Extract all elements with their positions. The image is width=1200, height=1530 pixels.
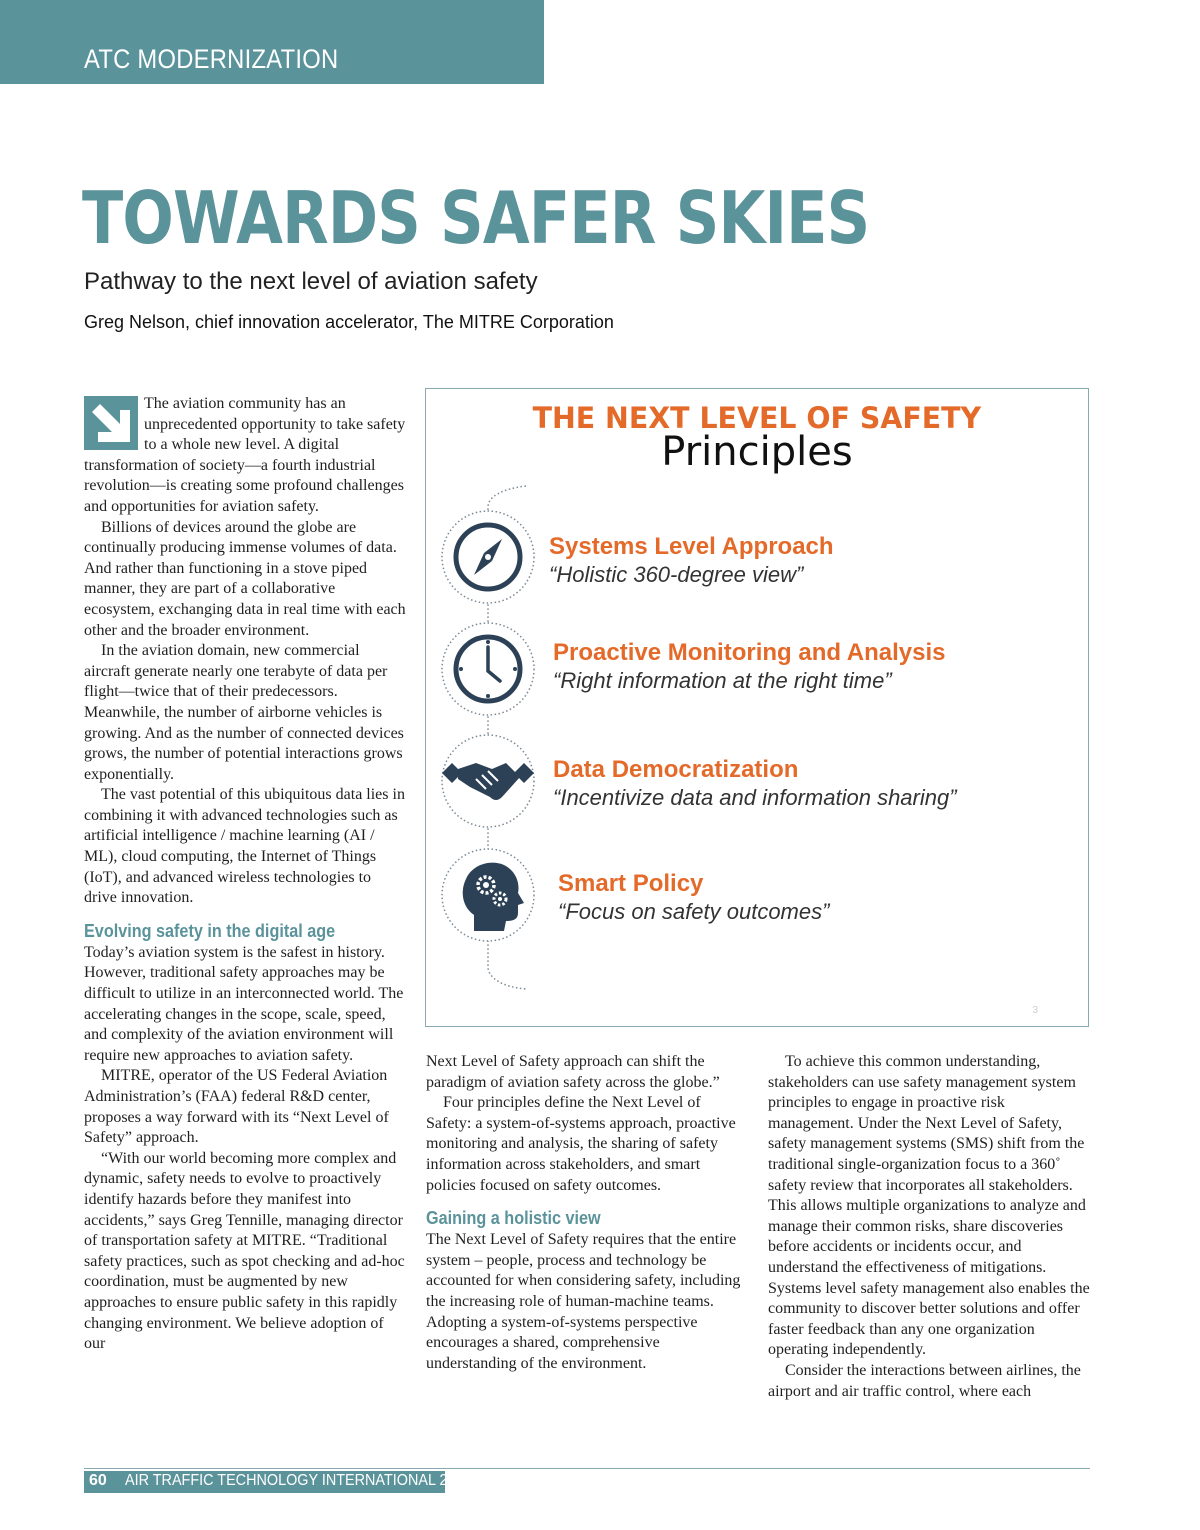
section-label: ATC MODERNIZATION [84,44,339,74]
paragraph: Consider the interactions between airlines, the airport and air traffic control, where each [768,1361,1081,1400]
paragraph: The vast potential of this ubiquitous data lies in combining it with advanced technologies such as artificial intelligence / machine learning (AI / ML), cloud computing, the Internet of Things (IoT), and advanced wireless technologies to drive innovation. [84,786,405,907]
paragraph: Four principles define the Next Level of Safety: a system-of-systems approach, proactive monitoring and analysis, the sharing of safety information across stakeholders, and smart policies focused on safety outcomes. [426,1094,736,1194]
paragraph: In the aviation domain, new commercial aircraft generate nearly one terabyte of data per flight—twice that of their predecessors. Meanwhile, the number of airborne vehicles is growing. And as the number of connected devices grows, the number of potential interactions grows exponentially. [84,642,404,783]
article-byline: Greg Nelson, chief innovation accelerator, The MITRE Corporation [84,312,614,332]
paragraph: “With our world becoming more complex and dynamic, safety needs to evolve to proactively identify hazards before they manifest into accidents,” says Greg Tennille, managing director of transportation safety at MITRE. “Traditional safety practices, such as spot checking and ad-hoc coordination, must be augmented by new approaches to ensure public safety in this rapidly changing environment. We believe adoption of our [84,1149,405,1353]
paragraph: Next Level of Safety approach can shift the paradigm of aviation safety across the globe.” [426,1053,720,1091]
principle-title: Smart Policy [558,870,704,897]
infographic-subheading: Principles [661,429,853,475]
infographic-heading-text: THE NEXT LEVEL OF SAFETY [532,401,982,435]
paragraph: MITRE, operator of the US Federal Aviation Administration’s (FAA) federal R&D center, proposes a way forward with its “Next Level of Safety” approach. [84,1067,389,1147]
article-title: TOWARDS SAFER SKIES [82,176,870,260]
article-column-2 [426,1052,742,1374]
compass-icon [442,511,534,603]
principle-quote: “Right information at the right time” [553,668,892,693]
slide-number: 3 [1032,1005,1038,1016]
principle-smart-policy [558,870,829,926]
principle-title: Data Democratization [553,756,799,783]
paragraph: The Next Level of Safety requires that the entire system – people, process and technology be accounted for when considering safety, including the increasing role of human-machine teams. Adopting a system-of-systems perspective encourages a shared, comprehensive understanding of the environment. [426,1231,741,1372]
paragraph: To achieve this common understanding, stakeholders can use safety management system principles to engage in proactive risk management. Under the Next Level of Safety, safety management systems (SMS) shift from the traditional single-organization focus to a 360˚ safety review that incorporates all stakeholders. This allows multiple organizations to analyze and manage their common risks, share discoveries before accidents or incidents occur, and understand the effectiveness of mitigations. Systems level safety management also enables the community to discover better solutions and offer faster feedback than any one organization operating independently. [768,1053,1090,1359]
subheading-holistic-view: Gaining a holistic view [426,1208,601,1229]
infographic-icons [426,389,1088,1026]
paragraph-intro: The aviation community has an unprecedented opportunity to take safety to a whole new level. A digital transformation of society—a fourth industrial revolution—is creating some profound challenges and opportunities for aviation safety. [84,395,406,515]
head-gears-icon [442,849,534,941]
paragraph: Today’s aviation system is the safest in history. However, traditional safety approaches may be difficult to utilize in an interconnected world. The accelerating changes in the scope, scale, speed, and complexity of the aviation environment will require new approaches to aviation safety. [84,943,404,1064]
principle-title: Systems Level Approach [549,533,834,560]
article-column-3 [768,1052,1090,1402]
clock-icon [442,623,534,715]
paragraph: Billions of devices around the globe are continually producing immense volumes of data. And rather than functioning in a stove piped manner, they are part of a collaborative ecosystem, exchanging data in real time with each other and the broader environment. [84,518,406,639]
page-number: 60 [89,1472,107,1489]
principle-quote: “Incentivize data and information sharing” [553,785,957,810]
handshake-icon [442,735,534,827]
principle-systems-level [549,533,834,589]
publication-name: AIR TRAFFIC TECHNOLOGY INTERNATIONAL 2023 [125,1472,472,1489]
arrow-down-right-icon [84,396,138,450]
principle-data-democratization [553,756,957,812]
article-subtitle: Pathway to the next level of aviation safety [84,268,538,295]
article-column-1 [84,394,406,1355]
principle-quote: “Focus on safety outcomes” [558,899,830,924]
principle-quote: “Holistic 360-degree view” [549,562,804,587]
subheading-evolving-safety: Evolving safety in the digital age [84,920,336,941]
principle-proactive-monitoring [553,639,946,695]
principle-title: Proactive Monitoring and Analysis [553,639,946,666]
principles-infographic [425,388,1089,1027]
footer-rule [84,1468,1090,1469]
